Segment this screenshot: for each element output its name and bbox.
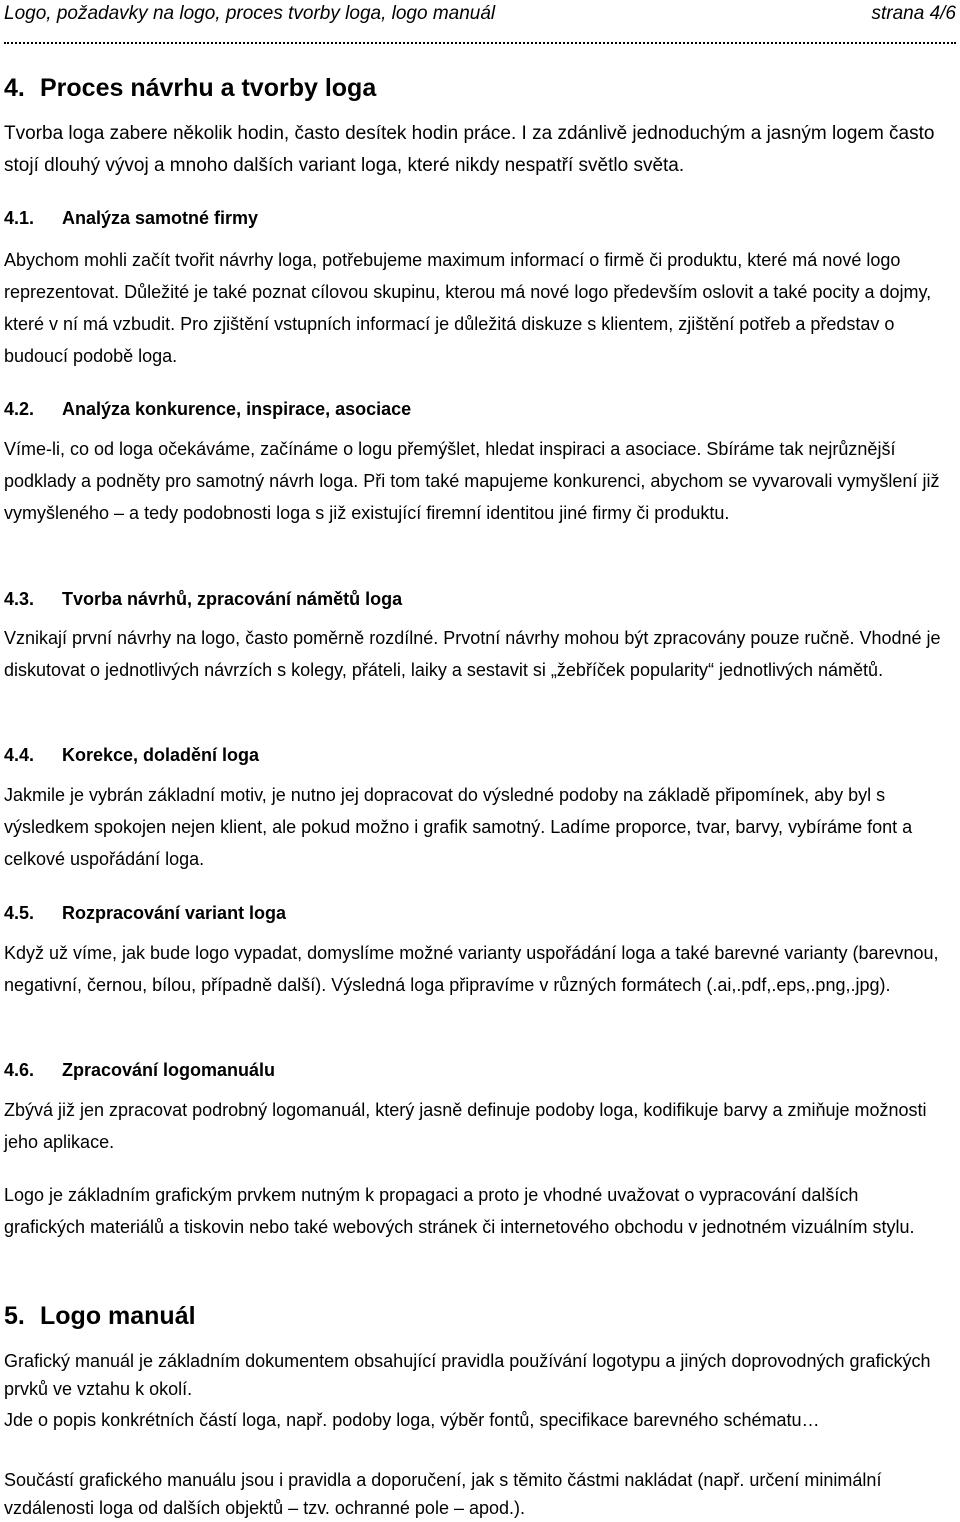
subsection-4-6-text: Zbývá již jen zpracovat podrobný logomanuál, který jasně definuje podoby loga, kodifikuje barvy a zmiňuje možnosti jeho aplikace. <box>4 1100 927 1152</box>
section-title: Logo manuál <box>40 1302 196 1330</box>
section-4-intro: Tvorba loga zabere několik hodin, často desítek hodin práce. I za zdánlivě jednoduchým a jasným logem často stojí dlouhý vývoj a mnoho dalších variant loga, které nikdy nespatří světlo světa. <box>4 123 935 176</box>
subsection-4-5-heading <box>4 901 944 925</box>
subsection-title: Tvorba návrhů, zpracování námětů loga <box>62 589 403 609</box>
section-number: 5. <box>4 1302 25 1330</box>
subsection-title: Rozpracování variant loga <box>62 903 287 923</box>
subsection-4-4-text: Jakmile je vybrán základní motiv, je nutno jej dopracovat do výsledné podoby na základě připomínek, aby byl s výsledkem spokojen nejen klient, ale pokud možno i grafik samotný. Ladíme proporce, tvar, barvy, vybíráme font a celkové uspořádání loga. <box>4 785 913 869</box>
page-number: strana 4/6 <box>871 3 956 24</box>
subsection-4-3-heading <box>4 587 944 611</box>
subsection-number: 4.2. <box>4 399 35 419</box>
header-title: Logo, požadavky na logo, proces tvorby loga, logo manuál <box>4 3 496 24</box>
subsection-4-1-text: Abychom mohli začít tvořit návrhy loga, potřebujeme maximum informací o firmě či produktu, které má nové logo reprezentovat. Důležité je také poznat cílovou skupinu, kterou má nové logo především oslovit a také pocity a dojmy, které v ní má vzbudit. Pro zjištění vstupních informací je důležitá diskuze s klientem, zjištění potřeb a představ o budoucí podobě loga. <box>4 250 932 366</box>
subsection-number: 4.5. <box>4 903 35 923</box>
subsection-4-2-heading <box>4 397 944 421</box>
subsection-number: 4.1. <box>4 208 35 228</box>
section-5-paragraph-1: Grafický manuál je základním dokumentem obsahující pravidla používání logotypu a jiných doprovodných grafických prvků ve vztahu k okolí. <box>4 1351 931 1399</box>
running-header <box>4 0 956 28</box>
subsection-number: 4.3. <box>4 589 35 609</box>
section-5-paragraph-2: Jde o popis konkrétních částí loga, např. podoby loga, výběr fontů, specifikace barevného schématu… <box>4 1410 820 1430</box>
subsection-number: 4.6. <box>4 1060 35 1080</box>
header-divider <box>4 42 956 44</box>
subsection-title: Korekce, doladění loga <box>62 745 260 765</box>
subsection-4-2-text: Víme-li, co od loga očekáváme, začínáme o logu přemýšlet, hledat inspiraci a asociace. Sbíráme tak nejrůznější podklady a podněty pro samotný návrh loga. Při tom také mapujeme konkurenci, abychom se vyvarovali vymyšlení již vymyšleného – a tedy podobnosti loga s již existující firemní identitou jiné firmy či produktu. <box>4 439 940 523</box>
subsection-4-3-text: Vznikají první návrhy na logo, často poměrně rozdílné. Prvotní návrhy mohou být zpracovány pouze ručně. Vhodné je diskutovat o jednotlivých návrzích s kolegy, přáteli, laiky a sestavit si „žebříček popularity“ jednotlivých námětů. <box>4 628 941 680</box>
section-4-heading <box>4 72 944 104</box>
section-5-paragraph-3: Součástí grafického manuálu jsou i pravidla a doporučení, jak s těmito částmi nakládat (např. určení minimální vzdálenosti loga od dalších objektů – tzv. ochranné pole – apod.). <box>4 1470 882 1518</box>
section-5-heading <box>4 1300 944 1332</box>
section-number: 4. <box>4 74 25 102</box>
subsection-4-1-heading <box>4 206 944 230</box>
subsection-4-4-heading <box>4 743 944 767</box>
subsection-4-5-text: Když už víme, jak bude logo vypadat, domyslíme možné varianty uspořádání loga a také barevné varianty (barevnou, negativní, černou, bílou, případně další). Výsledná loga připravíme v různých formátech (.ai,.pdf,.eps,.png,.jpg). <box>4 943 939 995</box>
subsection-4-6-heading <box>4 1058 944 1082</box>
subsection-number: 4.4. <box>4 745 35 765</box>
section-title: Proces návrhu a tvorby loga <box>40 74 377 102</box>
subsection-title: Analýza konkurence, inspirace, asociace <box>62 399 412 419</box>
subsection-title: Zpracování logomanuálu <box>62 1060 276 1080</box>
subsection-title: Analýza samotné firmy <box>62 208 259 228</box>
subsection-4-6-text-2: Logo je základním grafickým prvkem nutným k propagaci a proto je vhodné uvažovat o vypracování dalších grafických materiálů a tiskovin nebo také webových stránek či internetového obchodu v jednotném vizuálním stylu. <box>4 1185 915 1237</box>
